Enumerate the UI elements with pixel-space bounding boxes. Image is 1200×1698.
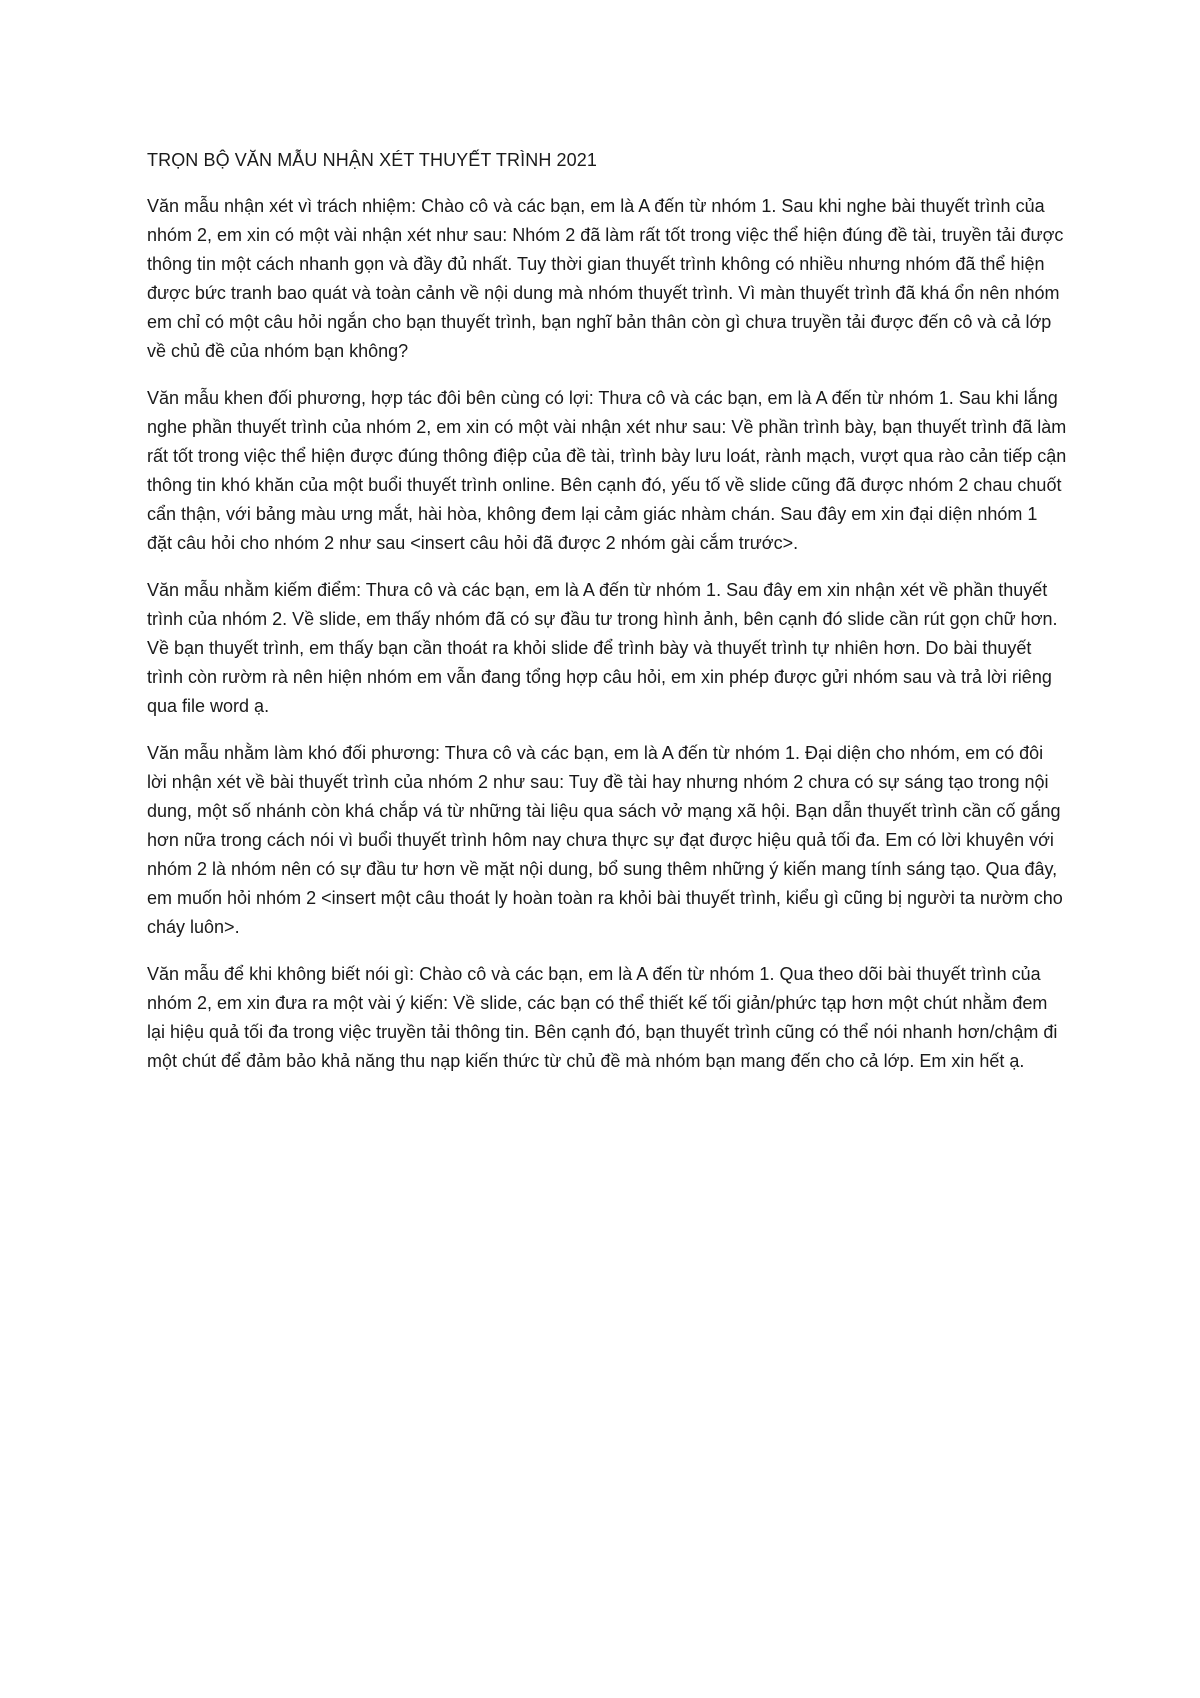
document-title: TRỌN BỘ VĂN MẪU NHẬN XÉT THUYẾT TRÌNH 2021 bbox=[147, 150, 597, 170]
document-body bbox=[147, 146, 1067, 1094]
paragraph-responsible: Văn mẫu nhận xét vì trách nhiệm: Chào cô và các bạn, em là A đến từ nhóm 1. Sau khi nghe bài thuyết trình của nhóm 2, em xin có một vài nhận xét như sau: Nhóm 2 đã làm rất tốt trong việc thể hiện đúng đề tài, truyền tải được thông tin một cách nhanh gọn và đầy đủ nhất. Tuy thời gian thuyết trình không có nhiều nhưng nhóm đã thể hiện được bức tranh bao quát và toàn cảnh về nội dung mà nhóm thuyết trình. Vì màn thuyết trình đã khá ổn nên nhóm em chỉ có một câu hỏi ngắn cho bạn thuyết trình, bạn nghĩ bản thân còn gì chưa truyền tải được đến cô và cả lớp về chủ đề của nhóm bạn không? bbox=[147, 196, 1064, 361]
paragraph-fallback: Văn mẫu để khi không biết nói gì: Chào cô và các bạn, em là A đến từ nhóm 1. Qua theo dõi bài thuyết trình của nhóm 2, em xin đưa ra một vài ý kiến: Về slide, các bạn có thể thiết kế tối giản/phức tạp hơn một chút nhằm đem lại hiệu quả tối đa trong việc truyền tải thông tin. Bên cạnh đó, bạn thuyết trình cũng có thể nói nhanh hơn/chậm đi một chút để đảm bảo khả năng thu nạp kiến thức từ chủ đề mà nhóm bạn mang đến cho cả lớp. Em xin hết ạ. bbox=[147, 964, 1058, 1071]
paragraph-challenge: Văn mẫu nhằm làm khó đối phương: Thưa cô và các bạn, em là A đến từ nhóm 1. Đại diện cho nhóm, em có đôi lời nhận xét về bài thuyết trình của nhóm 2 như sau: Tuy đề tài hay nhưng nhóm 2 chưa có sự sáng tạo trong nội dung, một số nhánh còn khá chắp vá từ những tài liệu qua sách vở mạng xã hội. Bạn dẫn thuyết trình cần cố gắng hơn nữa trong cách nói vì buổi thuyết trình hôm nay chưa thực sự đạt được hiệu quả tối đa. Em có lời khuyên với nhóm 2 là nhóm nên có sự đầu tư hơn về mặt nội dung, bổ sung thêm những ý kiến mang tính sáng tạo. Qua đây, em muốn hỏi nhóm 2 <insert một câu thoát ly hoàn toàn ra khỏi bài thuyết trình, kiểu gì cũng bị người ta nườm cho cháy luôn>. bbox=[147, 743, 1063, 937]
paragraph-praise: Văn mẫu khen đối phương, hợp tác đôi bên cùng có lợi: Thưa cô và các bạn, em là A đến từ nhóm 1. Sau khi lắng nghe phần thuyết trình của nhóm 2, em xin có một vài nhận xét như sau: Về phần trình bày, bạn thuyết trình đã làm rất tốt trong việc thể hiện được đúng thông điệp của đề tài, trình bày lưu loát, rành mạch, vượt qua rào cản tiếp cận thông tin khó khăn của một buổi thuyết trình online. Bên cạnh đó, yếu tố về slide cũng đã được nhóm 2 chau chuốt cẩn thận, với bảng màu ưng mắt, hài hòa, không đem lại cảm giác nhàm chán. Sau đây em xin đại diện nhóm 1 đặt câu hỏi cho nhóm 2 như sau <insert câu hỏi đã được 2 nhóm gài cắm trước>. bbox=[147, 388, 1067, 553]
paragraph-score: Văn mẫu nhằm kiếm điểm: Thưa cô và các bạn, em là A đến từ nhóm 1. Sau đây em xin nhận xét về phần thuyết trình của nhóm 2. Về slide, em thấy nhóm đã có sự đầu tư trong hình ảnh, bên cạnh đó slide cần rút gọn chữ hơn. Về bạn thuyết trình, em thấy bạn cần thoát ra khỏi slide để trình bày và thuyết trình tự nhiên hơn. Do bài thuyết trình còn rườm rà nên hiện nhóm em vẫn đang tổng hợp câu hỏi, em xin phép được gửi nhóm sau và trả lời riêng qua file word ạ. bbox=[147, 580, 1058, 716]
